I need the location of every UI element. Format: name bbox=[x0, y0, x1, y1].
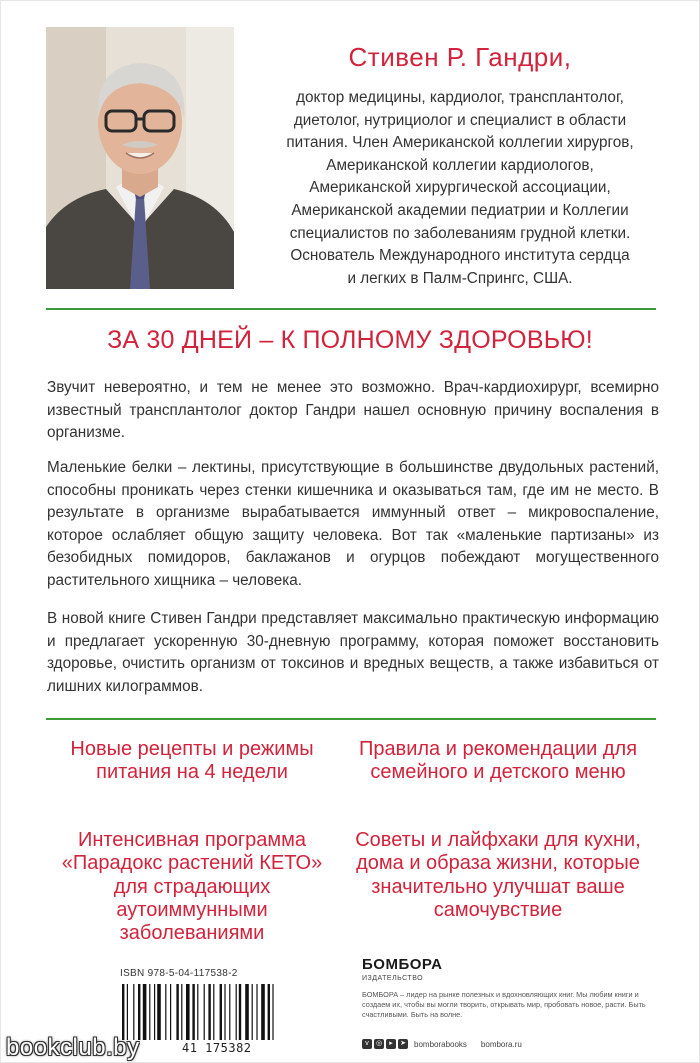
barcode-bar bbox=[224, 984, 225, 1040]
barcode-bar bbox=[154, 984, 155, 1040]
social-handle: bomborabooks bbox=[414, 1039, 467, 1049]
bio-line: Основатель Международного института сердца bbox=[290, 247, 630, 265]
paragraph-intro: Звучит невероятно, и тем не менее это возможно. Врач-кардиохирург, всемирно известный трансплантолог доктор Гандри нашел основную причину воспаления в организме. bbox=[47, 379, 659, 442]
publisher-description: БОМБОРА – лидер на рынке полезных и вдохновляющих книг. Мы любим книги и создаем их, чтобы вы могли творить, открывать мир, пробовать новое, расти. Быть счастливыми. Быть на волне. bbox=[362, 990, 646, 1019]
barcode-bar bbox=[220, 984, 222, 1040]
headline: ЗА 30 ДНЕЙ – К ПОЛНОМУ ЗДОРОВЬЮ! bbox=[107, 326, 593, 354]
barcode-bar bbox=[236, 984, 237, 1040]
barcode-bar bbox=[133, 984, 134, 1040]
barcode-bar bbox=[127, 984, 128, 1040]
paragraph-program: В новой книге Стивен Гандри представляет максимально практическую информацию и предлагает ускоренную 30-дневную программу, которая поможет восстановить здоровье, очистить организм от токсинов и вредных веществ, а также избавиться от лишних килограммов. bbox=[47, 610, 659, 695]
barcode-bar bbox=[208, 984, 210, 1040]
vk-icon: v bbox=[362, 1039, 372, 1049]
barcode-bar bbox=[170, 984, 171, 1040]
barcode-bar bbox=[197, 984, 198, 1040]
bio-line: Американской академии педиатрии и Коллегии bbox=[291, 201, 629, 219]
paragraph-lectins: Маленькие белки – лектины, присутствующие в большинстве двудольных растений, способны проникать через стенки кишечника и оказываться там, где им не место. В результате в организме вырабатывается иммунный ответ – микровоспаление, которое ослабляет общую защиту человека. Вот так «маленькие партизаны» из безобидных помидоров, баклажанов и огурцов побеждают могущественного растительного хищника – человека. bbox=[47, 459, 659, 589]
barcode-bar bbox=[192, 984, 194, 1040]
divider-top bbox=[46, 308, 656, 310]
instagram-icon: ◎ bbox=[375, 1040, 383, 1047]
barcode-bar bbox=[229, 984, 230, 1040]
barcode-bar bbox=[204, 984, 205, 1040]
barcode-bar bbox=[261, 984, 265, 1040]
feature-tips: Советы и лайфхаки для кухни, дома и образа жизни, которые значительно улучшат ваше самочувствие bbox=[355, 829, 641, 921]
feature-recipes: Новые рецепты и режимы питания на 4 недели bbox=[70, 738, 314, 784]
author-photo bbox=[46, 27, 234, 289]
barcode-bar bbox=[245, 984, 249, 1040]
feature-rules: Правила и рекомендации для семейного и детского меню bbox=[358, 738, 638, 784]
barcode-bar bbox=[239, 984, 241, 1040]
barcode-bar bbox=[213, 984, 214, 1040]
barcode bbox=[118, 984, 323, 1040]
publisher-socials bbox=[362, 1039, 522, 1049]
barcode-bar bbox=[149, 984, 150, 1040]
divider-bottom bbox=[46, 718, 656, 720]
barcode-bar bbox=[186, 984, 190, 1040]
author-bio bbox=[240, 87, 680, 290]
barcode-bar bbox=[272, 984, 273, 1040]
bio-line: питания. Член Американской коллегии хирургов, bbox=[286, 134, 634, 152]
bio-line: доктор медицины, кардиолог, трансплантолог, bbox=[296, 89, 624, 106]
publisher-subtitle: ИЗДАТЕЛЬСТВО bbox=[362, 975, 424, 982]
barcode-bar bbox=[138, 984, 140, 1040]
isbn: ISBN 978-5-04-117538-2 bbox=[120, 968, 238, 979]
barcode-bar bbox=[268, 984, 270, 1040]
feature-keto: Интенсивная программа «Парадокс растений КЕТО» для страдающих аутоиммунными заболеваниями bbox=[61, 829, 323, 945]
barcode-number: 41 175382 bbox=[182, 1041, 252, 1055]
author-name: Стивен Р. Гандри, bbox=[348, 42, 572, 72]
youtube-icon: ▸ bbox=[386, 1039, 396, 1049]
publisher-site: bombora.ru bbox=[480, 1039, 522, 1049]
barcode-bar bbox=[256, 984, 257, 1040]
bio-line: и легких в Палм-Спрингс, США. bbox=[347, 269, 573, 287]
bio-line: Американской хирургической ассоциации, bbox=[309, 179, 611, 197]
barcode-bar bbox=[157, 984, 161, 1040]
barcode-bar bbox=[252, 984, 253, 1040]
barcode-bar bbox=[122, 984, 124, 1040]
barcode-bar bbox=[165, 984, 166, 1040]
watermark: bookclub.by bbox=[6, 1034, 140, 1061]
barcode-bar bbox=[181, 984, 182, 1040]
barcode-bar bbox=[176, 984, 178, 1040]
telegram-icon: ➤ bbox=[398, 1039, 408, 1049]
bio-line: диетолог, нутрициолог и специалист в области bbox=[293, 111, 627, 129]
publisher-logo: БОМБОРА bbox=[362, 956, 443, 973]
bio-line: специалистов по заболеваниям грудной клетки. bbox=[289, 224, 631, 242]
barcode-bar bbox=[143, 984, 147, 1040]
bio-line: Американской коллегии кардиологов, bbox=[326, 156, 594, 174]
